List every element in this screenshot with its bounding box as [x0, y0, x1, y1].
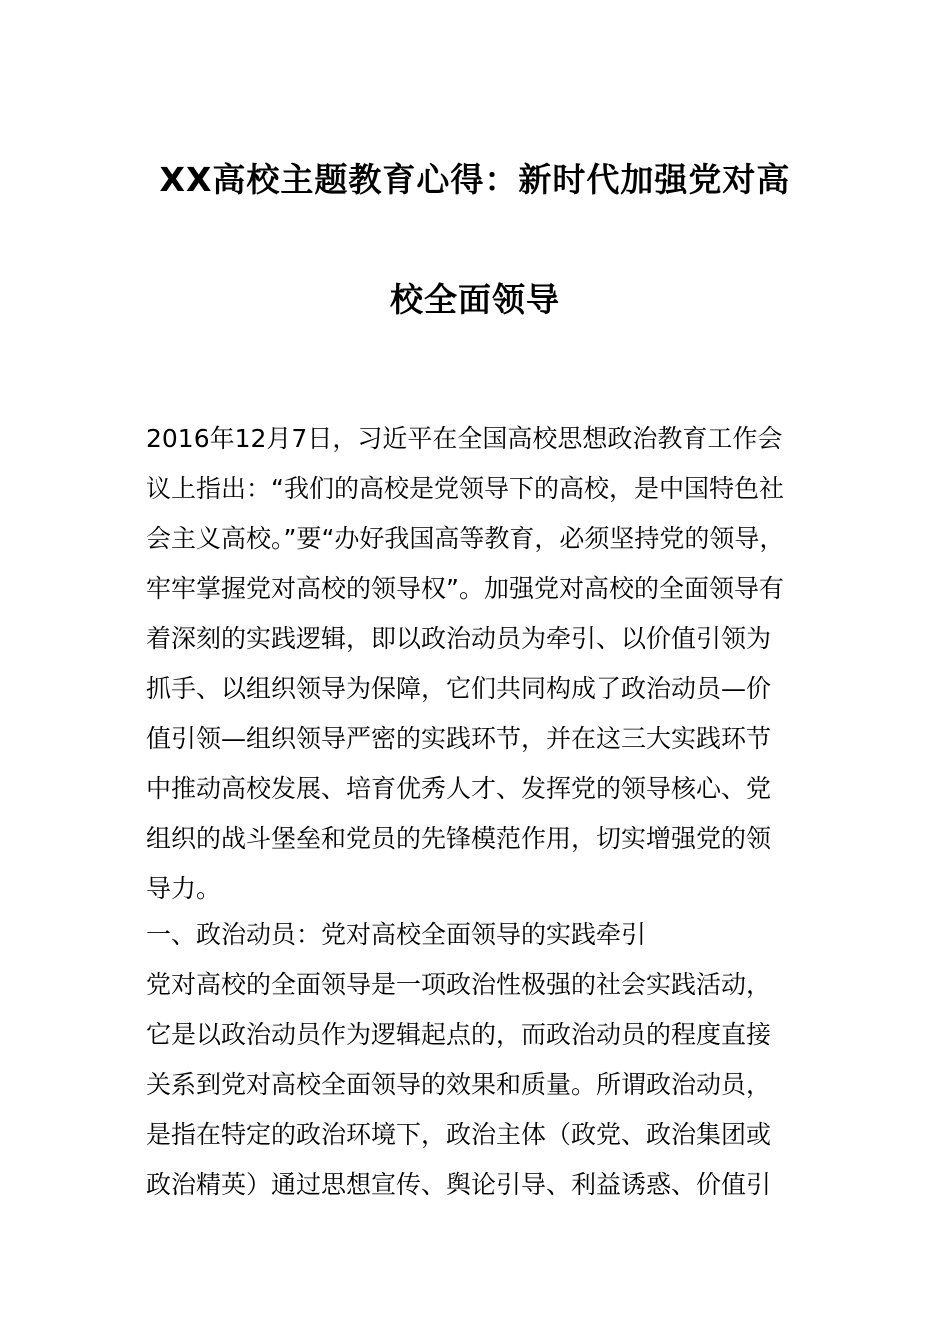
body-line-16: 政治精英）通过思想宣传、舆论引导、利益诱惑、价值引 — [146, 1170, 772, 1199]
body-line-3: 会主义高校。”要“办好我国高等教育，必须坚持党的领导， — [146, 524, 785, 553]
document-title-line-2: 校全面领导 — [390, 280, 560, 319]
body-line-12: 党对高校的全面领导是一项政治性极强的社会实践活动， — [146, 970, 772, 999]
body-line-2: 议上指出：“我们的高校是党领导下的高校，是中国特色社 — [146, 474, 784, 503]
body-line-10: 导力。 — [146, 874, 222, 903]
body-line-8: 中推动高校发展、培育优秀人才、发挥党的领导核心、党 — [146, 774, 772, 803]
body-line-1: 2016年12月7日，习近平在全国高校思想政治教育工作会 — [146, 424, 783, 453]
body-line-15: 是指在特定的政治环境下，政治主体（政党、政治集团或 — [146, 1120, 772, 1149]
body-line-9: 组织的战斗堡垒和党员的先锋模范作用，切实增强党的领 — [146, 824, 772, 853]
body-line-13: 它是以政治动员作为逻辑起点的，而政治动员的程度直接 — [146, 1020, 772, 1049]
body-line-14: 关系到党对高校全面领导的效果和质量。所谓政治动员， — [146, 1070, 772, 1099]
body-line-5: 着深刻的实践逻辑，即以政治动员为牵引、以价值引领为 — [146, 624, 772, 653]
document-title-line-1: XX高校主题教育心得：新时代加强党对高 — [159, 160, 791, 199]
body-line-6: 抓手、以组织领导为保障，它们共同构成了政治动员—价 — [146, 674, 772, 703]
body-line-7: 值引领—组织领导严密的实践环节，并在这三大实践环节 — [146, 724, 772, 753]
body-line-4: 牢牢掌握党对高校的领导权”。加强党对高校的全面领导有 — [146, 574, 784, 603]
section-heading-1: 一、政治动员：党对高校全面领导的实践牵引 — [146, 920, 647, 949]
